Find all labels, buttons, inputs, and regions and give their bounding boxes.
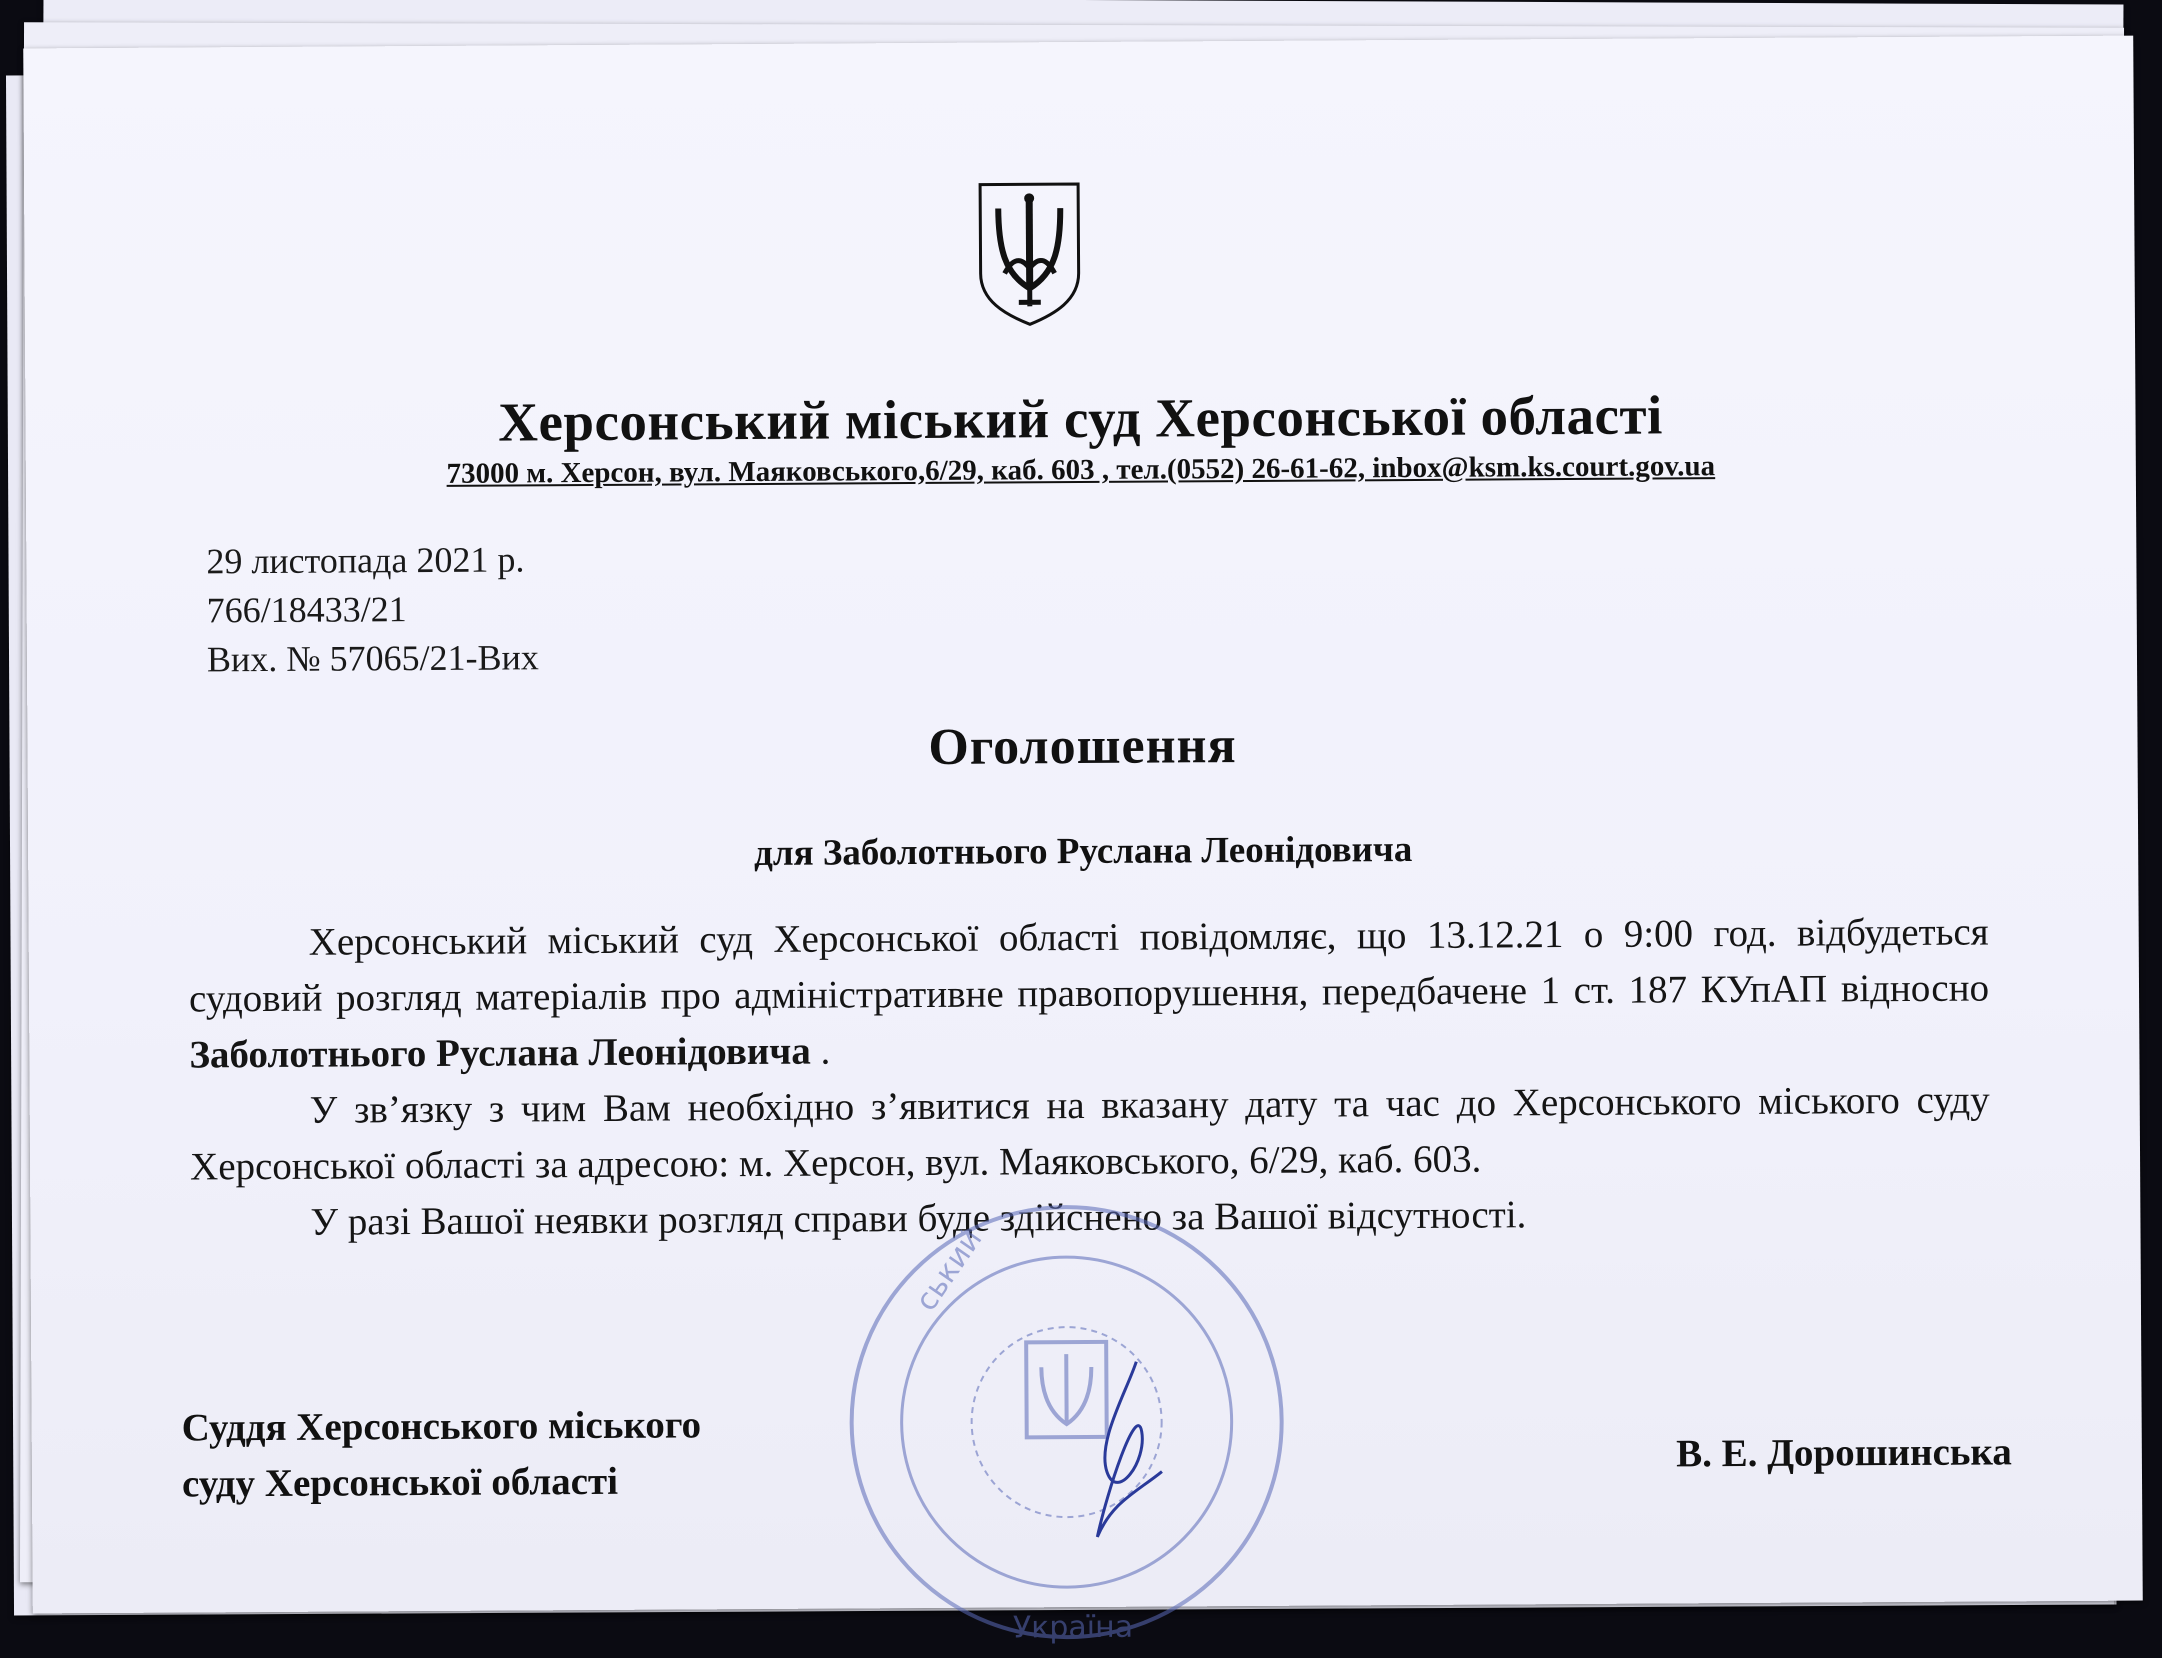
outgoing-number: Вих. № 57065/21-Вих — [206, 637, 539, 680]
paragraph-appearance: У зв’язку з чим Вам необхідно з’явитися на вказану дату та час до Херсонського міського суду Херсонської області за адресою: м. Херсон, вул. Маяковського, 6/29, каб. 603. — [189, 1078, 1990, 1189]
recipient: для Заболотнього Руслана Леонідовича — [753, 828, 1413, 875]
handwritten-signature — [1066, 1351, 1187, 1552]
court-name: Херсонський міський суд Херсонської області — [498, 384, 1663, 453]
document-page — [23, 36, 2143, 1646]
paragraph-absence: У разі Вашої неявки розгляд справи буде здійснено за Вашої відсутності. — [310, 1193, 1527, 1244]
stamp-text-bottom: Україна — [1012, 1609, 1134, 1646]
case-number: 766/18433/21 — [206, 589, 407, 631]
trident-coat-of-arms-icon — [974, 178, 1085, 329]
judge-position — [182, 1397, 702, 1512]
document-date: 29 листопада 2021 р. — [206, 539, 525, 582]
defendant-name: Заболотнього Руслана Леонідовича — [189, 1029, 811, 1077]
judge-position-line1: Суддя Херсонського міського — [181, 1403, 702, 1450]
judge-name: В. Е. Дорошинська — [1675, 1430, 2012, 1476]
stamp-text-top: ський — [908, 1222, 990, 1318]
court-address: 73000 м. Херсон, вул. Маяковського,6/29, каб. 603 , тел.(0552) 26-61-62, inbox@ksm.ks.court.gov.ua — [446, 450, 1716, 490]
document-title: Оголошення — [928, 717, 1237, 776]
document-meta — [206, 535, 539, 684]
paragraph-hearing: Херсонський міський суд Херсонської області повідомляє, що 13.12.21 о 9:00 год. відбудеться судовий розгляд матеріалів про адміністративне правопорушення, передбачене 1 ст. 187 КУпАП відносно Заболотнього Руслана Леонідовича . — [188, 910, 1990, 1077]
notice-body — [189, 904, 1991, 1251]
judge-position-line2: суду Херсонської області — [181, 1459, 619, 1506]
